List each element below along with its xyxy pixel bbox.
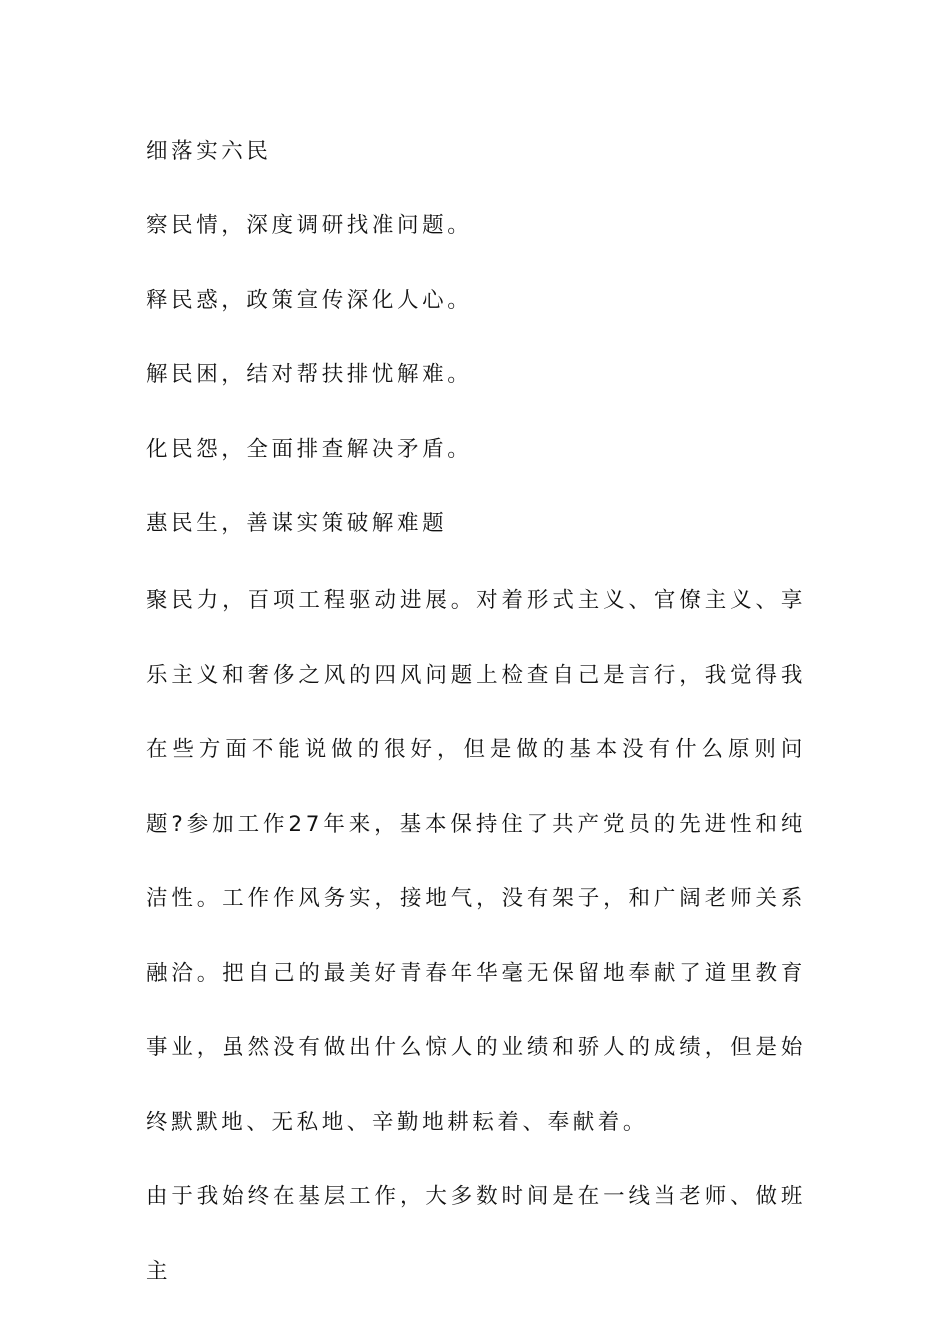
text-line: 解民困，结对帮扶排忧解难。 [146,362,473,387]
body-paragraph: 聚民力，百项工程驱动进展。对着形式主义、官僚主义、享乐主义和奢侈之风的四风问题上检查自己是言行，我觉得我在些方面不能说做的很好，但是做的基本没有什么原则问题?参加工作27年来，基本保持住了共产党员的先进性和纯洁性。工作作风务实，接地气，没有架子，和广阔老师关系融洽。把自己的最美好青春年华毫无保留地奉献了道里教育事业，虽然没有做出什么惊人的业绩和骄人的成绩，但是始终默默地、无私地、辛勤地耕耘着、奉献着。 [146,588,806,1135]
text-line: 察民情，深度调研找准问题。 [146,213,473,238]
body-paragraph: 由于我始终在基层工作，大多数时间是在一线当老师、做班主 [146,1184,806,1284]
text-line: 化民怨，全面排查解决矛盾。 [146,437,473,462]
heading-line: 细落实六民 [146,139,272,164]
text-line: 释民惑，政策宣传深化人心。 [146,288,473,313]
text-line: 惠民生，善谋实策破解难题 [146,511,448,536]
